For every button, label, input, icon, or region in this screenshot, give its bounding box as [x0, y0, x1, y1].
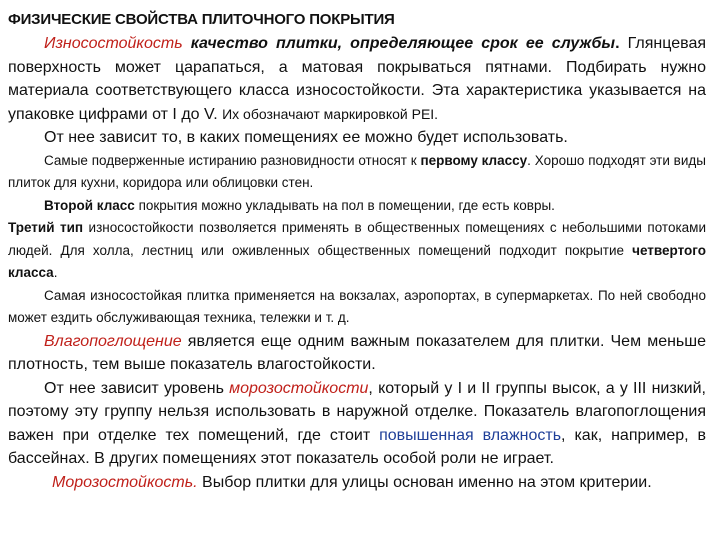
paragraph-class-1 — [8, 150, 706, 195]
high-humidity-highlight: повышенная влажность — [379, 426, 562, 444]
paragraph-class-2 — [8, 195, 706, 218]
paragraph-frost-level — [8, 377, 706, 471]
term-wear-resistance: Износостойкость — [44, 35, 183, 52]
class-4-dot: . — [53, 265, 58, 280]
frost-level-start: От нее зависит уровень — [44, 379, 230, 397]
frost-resistance-text: Выбор плитки для улицы основан именно на этом критерии. — [197, 473, 652, 491]
frost-level-end: , как, например, в бассейнах. В других помещениях этот показатель особой роли не играет. — [8, 426, 706, 467]
term-frost-resistance: Морозостойкость. — [52, 473, 198, 491]
class-2-text: покрытия можно укладывать на пол в помещении, где есть ковры. — [134, 197, 555, 213]
paragraph-usage: От нее зависит то, в каких помещениях ее можно будет использовать. — [44, 129, 568, 146]
water-absorption-text: является еще одним важным показателем для плитки. Чем меньше плотность, тем выше показатель влагостойкости. — [8, 332, 706, 373]
paragraph-water-absorption — [8, 330, 706, 377]
wear-resistance-definition: качество плитки, определяющее срок ее службы — [182, 35, 616, 52]
frost-level-mid: , который у I и II группы высок, а у III низкий, поэтому эту группу нельзя использовать в наружной отделке. Показатель влагопоглощения важен при отделке тех помещений, где стоит — [8, 379, 707, 444]
term-water-absorption: Влагопоглощение — [44, 332, 182, 350]
paragraph-wear-resistance — [8, 32, 706, 126]
class-3-label: Третий тип — [8, 220, 84, 235]
class-1-intro: Самые подверженные истиранию разновидности относят к — [44, 152, 421, 168]
page-title: ФИЗИЧЕСКИЕ СВОЙСТВА ПЛИТОЧНОГО ПОКРЫТИЯ — [8, 11, 395, 28]
class-3-text: износостойкости позволяется применять в общественных помещениях с небольшими потоками людей. Для холла, лестниц или оживленных общественных помещений подходит покрытие — [8, 220, 706, 258]
wear-resistance-text: Глянцевая поверхность может царапаться, а матовая покрываться пятнами. Подбирать нужно материала соответствующего класса износостойкости. Эта характеристика указывается на упаковке цифрами от I до V. — [8, 35, 706, 123]
class-4-label: четвертого класса — [8, 242, 706, 280]
definition-dot: . — [615, 35, 620, 52]
paragraph-class-5: Самая износостойкая плитка применяется на вокзалах, аэропортах, в супермаркетах. По ней свободно может ездить обслуживающая техника, тележки и т. д. — [8, 287, 706, 325]
class-1-label: первому классу — [420, 152, 528, 168]
class-1-tail: . Хорошо подходят эти виды плиток для кухни, коридора или облицовки стен. — [8, 152, 706, 190]
pei-marking-text: Их обозначают маркировкой PEI. — [222, 105, 439, 122]
paragraph-class-3-4 — [8, 217, 706, 285]
class-2-label: Второй класс — [44, 197, 135, 213]
paragraph-frost-resistance — [8, 471, 706, 495]
term-frost-level: морозостойкости — [229, 379, 369, 397]
